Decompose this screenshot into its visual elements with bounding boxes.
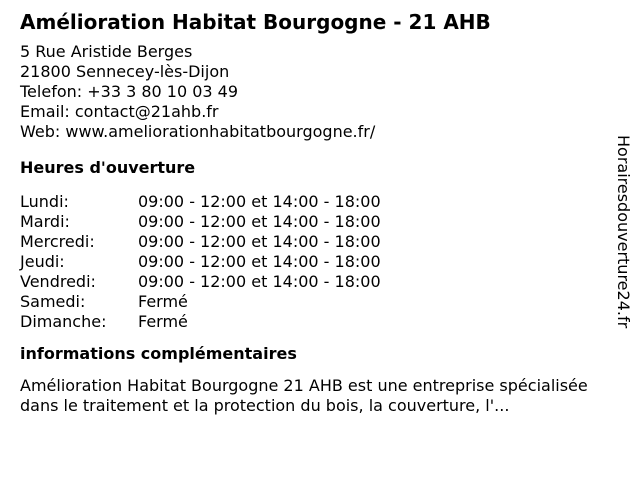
day-hours: 09:00 - 12:00 et 14:00 - 18:00 (138, 192, 381, 211)
hours-row (20, 312, 381, 332)
hours-row (20, 232, 381, 252)
day-hours: 09:00 - 12:00 et 14:00 - 18:00 (138, 212, 381, 231)
day-label: Jeudi: (20, 252, 65, 271)
address-city: 21800 Sennecey-lès-Dijon (20, 62, 230, 81)
hours-heading: Heures d'ouverture (20, 158, 196, 177)
info-description: Amélioration Habitat Bourgogne 21 AHB est une entreprise spécialisée dans le traitement et la protection du bois, la couverture, l'... (20, 376, 588, 415)
business-name: Amélioration Habitat Bourgogne - 21 AHB (20, 10, 491, 34)
day-hours: 09:00 - 12:00 et 14:00 - 18:00 (138, 272, 381, 291)
site-watermark: Horairesdouverture24.fr (614, 135, 633, 329)
hours-row (20, 292, 381, 312)
hours-row (20, 272, 381, 292)
business-card (20, 8, 610, 416)
info-heading: informations complémentaires (20, 344, 297, 363)
day-label: Mercredi: (20, 232, 95, 251)
day-label: Vendredi: (20, 272, 96, 291)
website-link[interactable]: Web: www.ameliorationhabitatbourgogne.fr/ (20, 122, 376, 141)
day-hours: 09:00 - 12:00 et 14:00 - 18:00 (138, 232, 381, 251)
day-label: Lundi: (20, 192, 69, 211)
day-label: Mardi: (20, 212, 70, 231)
day-hours: Fermé (138, 312, 188, 331)
hours-table (20, 192, 381, 332)
address-street: 5 Rue Aristide Berges (20, 42, 193, 61)
hours-row (20, 212, 381, 232)
day-hours: Fermé (138, 292, 188, 311)
hours-row (20, 192, 381, 212)
day-label: Samedi: (20, 292, 86, 311)
phone-link[interactable]: Telefon: +33 3 80 10 03 49 (20, 82, 239, 101)
hours-row (20, 252, 381, 272)
day-label: Dimanche: (20, 312, 107, 331)
contact-block (20, 42, 610, 142)
day-hours: 09:00 - 12:00 et 14:00 - 18:00 (138, 252, 381, 271)
email-link[interactable]: Email: contact@21ahb.fr (20, 102, 219, 121)
